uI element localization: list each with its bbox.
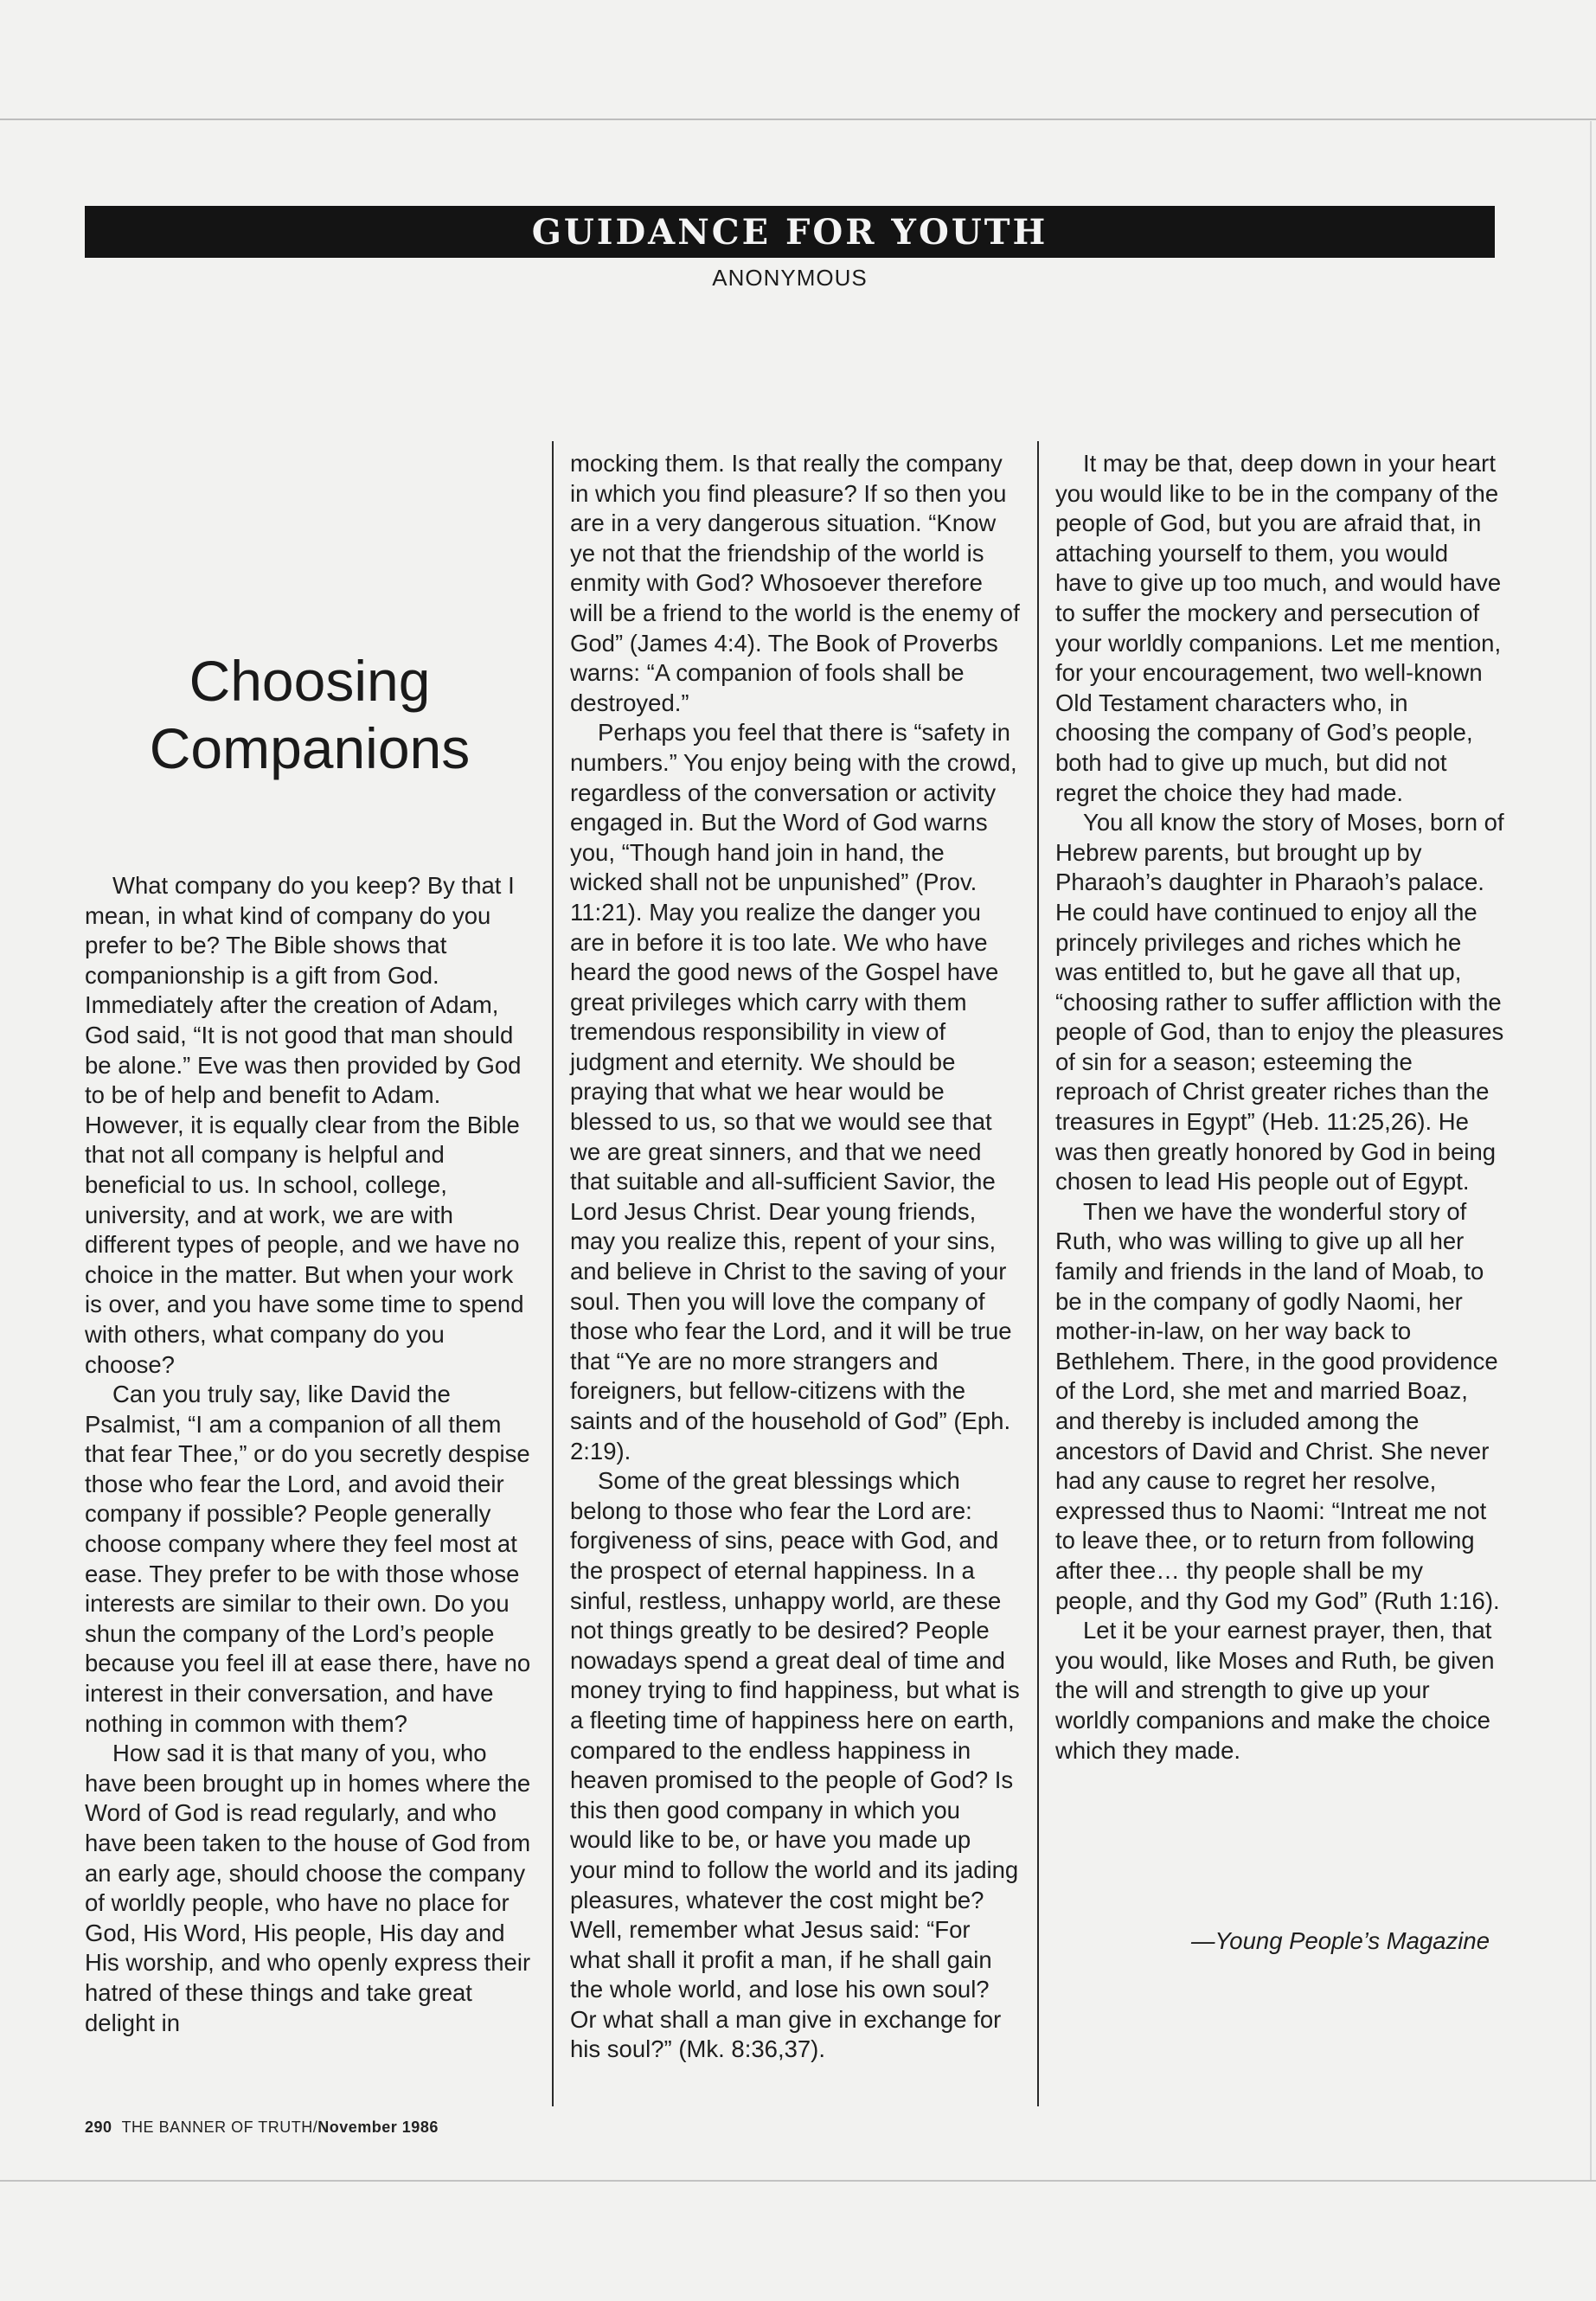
column-divider (1037, 441, 1039, 2106)
bottom-rule (0, 2180, 1596, 2182)
body-paragraph: mocking them. Is that really the company in which you find pleasure? If so then you are in a very dangerous situation. “Know ye not that the friendship of the world is enmity with God? Whosoever therefore will be a friend to the world is the enemy of God” (James 4:4). The Book of Proverbs warns: “A companion of fools shall be destroyed.” (570, 450, 1020, 716)
page-number: 290 (85, 2118, 112, 2136)
page-edge (1590, 121, 1592, 2180)
body-paragraph: It may be that, deep down in your heart you would like to be in the company of the people of God, but you are afraid that, in attaching yourself to them, you would have to give up too much, and would have to suffer the mockery and persecution of your worldly companions. Let me mention, for your encouragement, two well-known Old Testament characters who, in choosing the company of God’s people, both had to give up much, but did not regret the choice they had made. (1055, 450, 1502, 806)
body-paragraph: What company do you keep? By that I mean, in what kind of company do you prefer to be? The Bible shows that companionship is a gift from God. Immediately after the creation of Adam, God said, “It is not good that man should be alone.” Eve was then provided by God to be of help and benefit to Adam. However, it is equally clear from the Bible that not all company is helpful and beneficial to us. In school, college, university, and at work, we are with different types of people, and we have no choice in the matter. But when your work is over, and you have some time to spend with others, what company do you choose? (85, 872, 524, 1378)
column-2 (570, 449, 1020, 2065)
article-title-line-2: Companions (149, 716, 471, 780)
section-title: GUIDANCE FOR YOUTH (531, 211, 1048, 253)
top-rule (0, 119, 1596, 120)
body-paragraph: How sad it is that many of you, who have been brought up in homes where the Word of God is read regularly, and who have been taken to the house of God from an early age, should choose the company of worldly people, who have no place for God, His Word, His people, His day and His worship, and who openly express their hatred of these things and take great delight in (85, 1740, 531, 2036)
column-divider (552, 441, 554, 2106)
article-title-line-1: Choosing (189, 649, 431, 713)
body-paragraph: Some of the great blessings which belong to those who fear the Lord are: forgiveness of sins, peace with God, and the prospect of eternal happiness. In a sinful, restless, unhappy world, are these not things greatly to be desired? People nowadays spend a great deal of time and money trying to find happiness, but what is a fleeting time of happiness here on earth, compared to the endless happiness in heaven promised to the people of God? Is this then good company in which you would like to be, or have you made up your mind to follow the world and its jading pleasures, whatever the cost might be? Well, remember what Jesus said: “For what shall it profit a man, if he shall gain the whole world, and lose his own soul? Or what shall a man give in exchange for his soul?” (Mk. 8:36,37). (570, 1467, 1020, 2063)
body-paragraph: Then we have the wonderful story of Ruth, who was willing to give up all her family and friends in the land of Moab, to be in the company of godly Naomi, her mother-in-law, on her way back to Bethlehem. There, in the good providence of the Lord, she met and married Boaz, and thereby is included among the ancestors of David and Christ. She never had any cause to regret her resolve, expressed thus to Naomi: “Intreat me not to leave thee, or to return from following after thee… thy people shall be my people, and thy God my God” (Ruth 1:16). (1055, 1197, 1500, 1614)
body-paragraph: Perhaps you feel that there is “safety in numbers.” You enjoy being with the crowd, regardless of the conversation or activity engaged in. But the Word of God warns you, “Though hand join in hand, the wicked shall not be unpunished” (Prov. 11:21). May you realize the danger you are in before it is too late. We who have heard the good news of the Gospel have great privileges which carry with them tremendous responsibility in view of judgment and eternity. We should be praying that what we hear would be blessed to us, so that we would see that we are great sinners, and that we need that suitable and all-sufficient Savior, the Lord Jesus Christ. Dear young friends, may you realize this, repent of your sins, and believe in Christ to the saving of your soul. Then you will love the company of those who fear the Lord, and it will be true that “Ye are no more strangers and foreigners, but fellow-citizens with the saints and of the household of God” (Eph. 2:19). (570, 719, 1017, 1465)
publication-name: THE BANNER OF TRUTH (121, 2118, 313, 2136)
section-banner (85, 206, 1495, 258)
column-1 (85, 871, 535, 2038)
issue-date: November 1986 (317, 2118, 439, 2136)
page-footer: 290 THE BANNER OF TRUTH/November 1986 (85, 2118, 439, 2136)
body-paragraph: You all know the story of Moses, born of Hebrew parents, but brought up by Pharaoh’s daughter in Pharaoh’s palace. He could have continued to enjoy all the princely privileges and riches which he was entitled to, but he gave all that up, “choosing rather to suffer affliction with the people of God, than to enjoy the pleasures of sin for a season; esteeming the reproach of Christ greater riches than the treasures in Egypt” (Heb. 11:25,26). He was then greatly honored by God in being chosen to lead His people out of Egypt. (1055, 809, 1504, 1195)
body-paragraph: Let it be your earnest prayer, then, that you would, like Moses and Ruth, be given the will and strength to give up your worldly companions and make the choice which they made. (1055, 1617, 1495, 1764)
author-byline: ANONYMOUS (712, 265, 868, 291)
body-paragraph: Can you truly say, like David the Psalmist, “I am a companion of all them that fear Thee,” or do you secretly despise those who fear the Lord, and avoid their company if possible? People generally choose company where they feel most at ease. They prefer to be with those whose interests are similar to their own. Do you shun the company of the Lord’s people because you feel ill at ease there, have no interest in their conversation, and have nothing in common with them? (85, 1381, 531, 1737)
source-attribution: —Young People’s Magazine (1190, 1927, 1490, 1954)
article-title (85, 647, 535, 782)
column-3 (1055, 449, 1505, 1766)
